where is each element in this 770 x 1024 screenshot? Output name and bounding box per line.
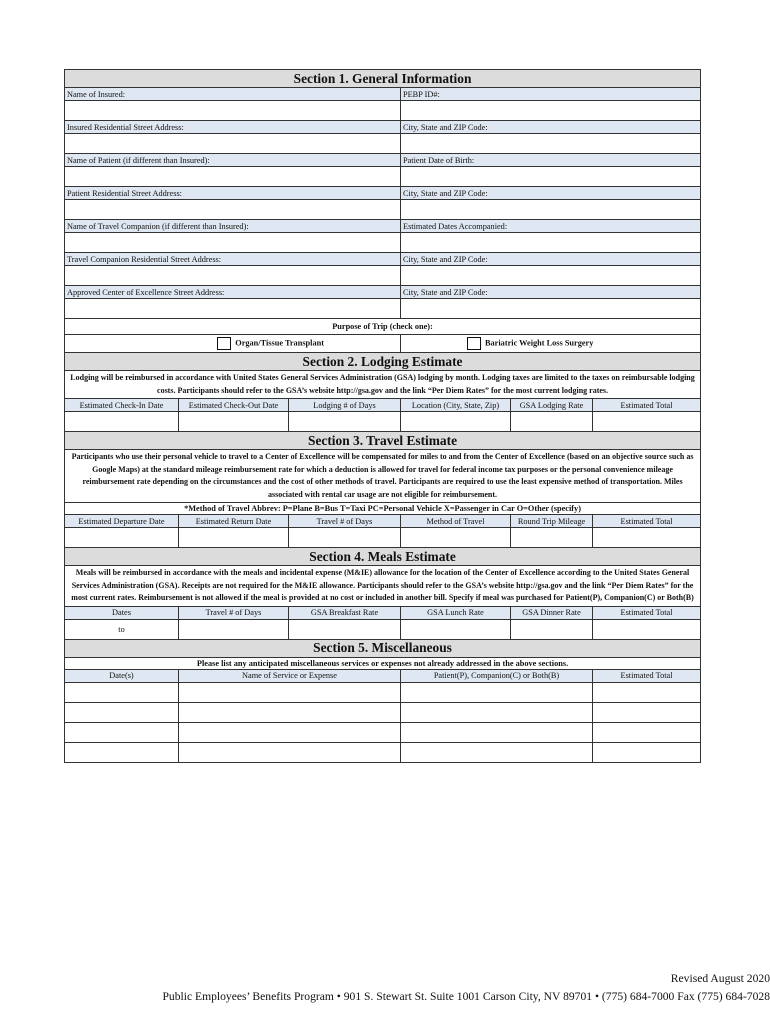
col-location: Location (City, State, Zip) (401, 399, 511, 412)
breakfast-rate-cell[interactable] (289, 619, 401, 639)
organ-transplant-option[interactable] (65, 335, 401, 353)
meals-total-cell[interactable] (593, 619, 701, 639)
meal-dates-cell[interactable] (65, 619, 179, 639)
table-row (65, 682, 701, 702)
coe-city-label: City, State and ZIP Code: (401, 286, 701, 299)
misc-party-cell[interactable] (401, 722, 593, 742)
col-patient-companion: Patient(P), Companion(C) or Both(B) (401, 669, 593, 682)
insured-name-field[interactable] (65, 101, 401, 121)
dinner-rate-cell[interactable] (511, 619, 593, 639)
coe-address-field[interactable] (65, 299, 401, 319)
coe-address-label: Approved Center of Excellence Street Address: (65, 286, 401, 299)
section5-title: Section 5. Miscellaneous (65, 639, 701, 657)
section3-title: Section 3. Travel Estimate (65, 432, 701, 450)
insured-address-label: Insured Residential Street Address: (65, 121, 401, 134)
col-breakfast-rate: GSA Breakfast Rate (289, 606, 401, 619)
misc-total-cell[interactable] (593, 742, 701, 762)
misc-total-cell[interactable] (593, 702, 701, 722)
dates-to-label: to (118, 624, 125, 634)
table-row (65, 702, 701, 722)
check-out-date-cell[interactable] (179, 412, 289, 432)
pebp-id-field[interactable] (401, 101, 701, 121)
col-lodging-days: Lodging # of Days (289, 399, 401, 412)
misc-party-cell[interactable] (401, 682, 593, 702)
coe-city-field[interactable] (401, 299, 701, 319)
table-row (65, 742, 701, 762)
organ-transplant-label: Organ/Tissue Transplant (235, 338, 324, 348)
location-cell[interactable] (401, 412, 511, 432)
form-table (64, 69, 701, 763)
col-round-trip-mileage: Round Trip Mileage (511, 515, 593, 528)
table-row (65, 412, 701, 432)
section4-title: Section 4. Meals Estimate (65, 548, 701, 566)
insured-city-label: City, State and ZIP Code: (401, 121, 701, 134)
col-check-out-date: Estimated Check-Out Date (179, 399, 289, 412)
companion-address-label: Travel Companion Residential Street Address: (65, 253, 401, 266)
companion-address-field[interactable] (65, 266, 401, 286)
organ-transplant-checkbox[interactable] (217, 337, 231, 350)
companion-dates-field[interactable] (401, 233, 701, 253)
table-row (65, 528, 701, 548)
section2-title: Section 2. Lodging Estimate (65, 353, 701, 371)
companion-city-field[interactable] (401, 266, 701, 286)
insured-city-field[interactable] (401, 134, 701, 154)
companion-dates-label: Estimated Dates Accompanied: (401, 220, 701, 233)
col-dates: Dates (65, 606, 179, 619)
section1-title: Section 1. General Information (65, 70, 701, 88)
lodging-total-cell[interactable] (593, 412, 701, 432)
col-return-date: Estimated Return Date (179, 515, 289, 528)
travel-total-cell[interactable] (593, 528, 701, 548)
col-travel-total: Estimated Total (593, 515, 701, 528)
col-check-in-date: Estimated Check-In Date (65, 399, 179, 412)
col-meals-total: Estimated Total (593, 606, 701, 619)
insured-address-field[interactable] (65, 134, 401, 154)
col-gsa-lodging-rate: GSA Lodging Rate (511, 399, 593, 412)
misc-service-cell[interactable] (179, 682, 401, 702)
method-of-travel-note: *Method of Travel Abbrev: P=Plane B=Bus T=Taxi PC=Personal Vehicle X=Passenger in Car O=Other (specify) (65, 503, 701, 515)
revised-date: Revised August 2020 (670, 972, 770, 985)
misc-service-cell[interactable] (179, 742, 401, 762)
table-row (65, 619, 701, 639)
misc-service-cell[interactable] (179, 722, 401, 742)
insured-name-label: Name of Insured: (65, 88, 401, 101)
col-travel-days: Travel # of Days (289, 515, 401, 528)
patient-name-label: Name of Patient (if different than Insured): (65, 154, 401, 167)
patient-dob-field[interactable] (401, 167, 701, 187)
travel-description: Participants who use their personal vehicle to travel to a Center of Excellence will be compensated for miles to and from the Center of Excellence (based on an objective source such as Google Maps) at the standard mileage reimbursement rate for which a deduction is allowed for travel for federal income tax purposes or the personal convenience mileage reimbursement rate depending on the circumstances and the cost of other methods of travel. Participants are required to use the least expensive method of transportation. Miles associated with rental car usage are not eligible for reimbursement. (65, 450, 701, 503)
misc-date-cell[interactable] (65, 682, 179, 702)
misc-date-cell[interactable] (65, 702, 179, 722)
lunch-rate-cell[interactable] (401, 619, 511, 639)
travel-days-cell[interactable] (289, 528, 401, 548)
meals-description: Meals will be reimbursed in accordance with the meals and incidental expense (M&IE) allowance for the location of the Center of Excellence according to the United States General Services Administration (GSA). Receipts are not required for the M&IE allowance. Participants should refer to the GSA’s website http://gsa.gov and the link “Per Diem Rates” for the most current rates. Reimbursement is not allowed if the meal is provided at no cost or included in another bill. Specify if meal was purchased for Patient(P), Companion(C) or Both(B) (65, 566, 701, 607)
col-misc-total: Estimated Total (593, 669, 701, 682)
misc-party-cell[interactable] (401, 702, 593, 722)
col-misc-dates: Date(s) (65, 669, 179, 682)
gsa-lodging-rate-cell[interactable] (511, 412, 593, 432)
misc-service-cell[interactable] (179, 702, 401, 722)
patient-address-label: Patient Residential Street Address: (65, 187, 401, 200)
lodging-days-cell[interactable] (289, 412, 401, 432)
col-service-name: Name of Service or Expense (179, 669, 401, 682)
col-lunch-rate: GSA Lunch Rate (401, 606, 511, 619)
companion-name-label: Name of Travel Companion (if different than Insured): (65, 220, 401, 233)
meal-travel-days-cell[interactable] (179, 619, 289, 639)
col-method-of-travel: Method of Travel (401, 515, 511, 528)
companion-name-field[interactable] (65, 233, 401, 253)
footer-address: Public Employees’ Benefits Program • 901 S. Stewart St. Suite 1001 Carson City, NV 89701 • (775) 684-7000 Fax (775) 684-7028 (162, 990, 770, 1003)
misc-date-cell[interactable] (65, 722, 179, 742)
misc-total-cell[interactable] (593, 722, 701, 742)
col-departure-date: Estimated Departure Date (65, 515, 179, 528)
bariatric-checkbox[interactable] (467, 337, 481, 350)
bariatric-option[interactable] (401, 335, 701, 353)
patient-address-field[interactable] (65, 200, 401, 220)
misc-description: Please list any anticipated miscellaneous services or expenses not already addressed in the above sections. (65, 657, 701, 669)
travel-reimbursement-form (64, 69, 700, 763)
misc-total-cell[interactable] (593, 682, 701, 702)
pebp-id-label: PEBP ID#: (401, 88, 701, 101)
departure-date-cell[interactable] (65, 528, 179, 548)
check-in-date-cell[interactable] (65, 412, 179, 432)
method-of-travel-cell[interactable] (401, 528, 511, 548)
companion-city-label: City, State and ZIP Code: (401, 253, 701, 266)
col-lodging-total: Estimated Total (593, 399, 701, 412)
patient-city-label: City, State and ZIP Code: (401, 187, 701, 200)
round-trip-mileage-cell[interactable] (511, 528, 593, 548)
return-date-cell[interactable] (179, 528, 289, 548)
misc-date-cell[interactable] (65, 742, 179, 762)
patient-dob-label: Patient Date of Birth: (401, 154, 701, 167)
bariatric-label: Bariatric Weight Loss Surgery (485, 338, 594, 348)
lodging-description: Lodging will be reimbursed in accordance with United States General Services Administration (GSA) lodging by month. Lodging taxes are limited to the taxes on reimbursable lodging costs. Participants should refer to the GSA’s website http://gsa.gov and the link “Per Diem Rates” for the most current lodging rates. (65, 371, 701, 399)
patient-name-field[interactable] (65, 167, 401, 187)
table-row (65, 722, 701, 742)
purpose-of-trip-label: Purpose of Trip (check one): (65, 319, 701, 335)
col-dinner-rate: GSA Dinner Rate (511, 606, 593, 619)
patient-city-field[interactable] (401, 200, 701, 220)
col-meal-travel-days: Travel # of Days (179, 606, 289, 619)
misc-party-cell[interactable] (401, 742, 593, 762)
